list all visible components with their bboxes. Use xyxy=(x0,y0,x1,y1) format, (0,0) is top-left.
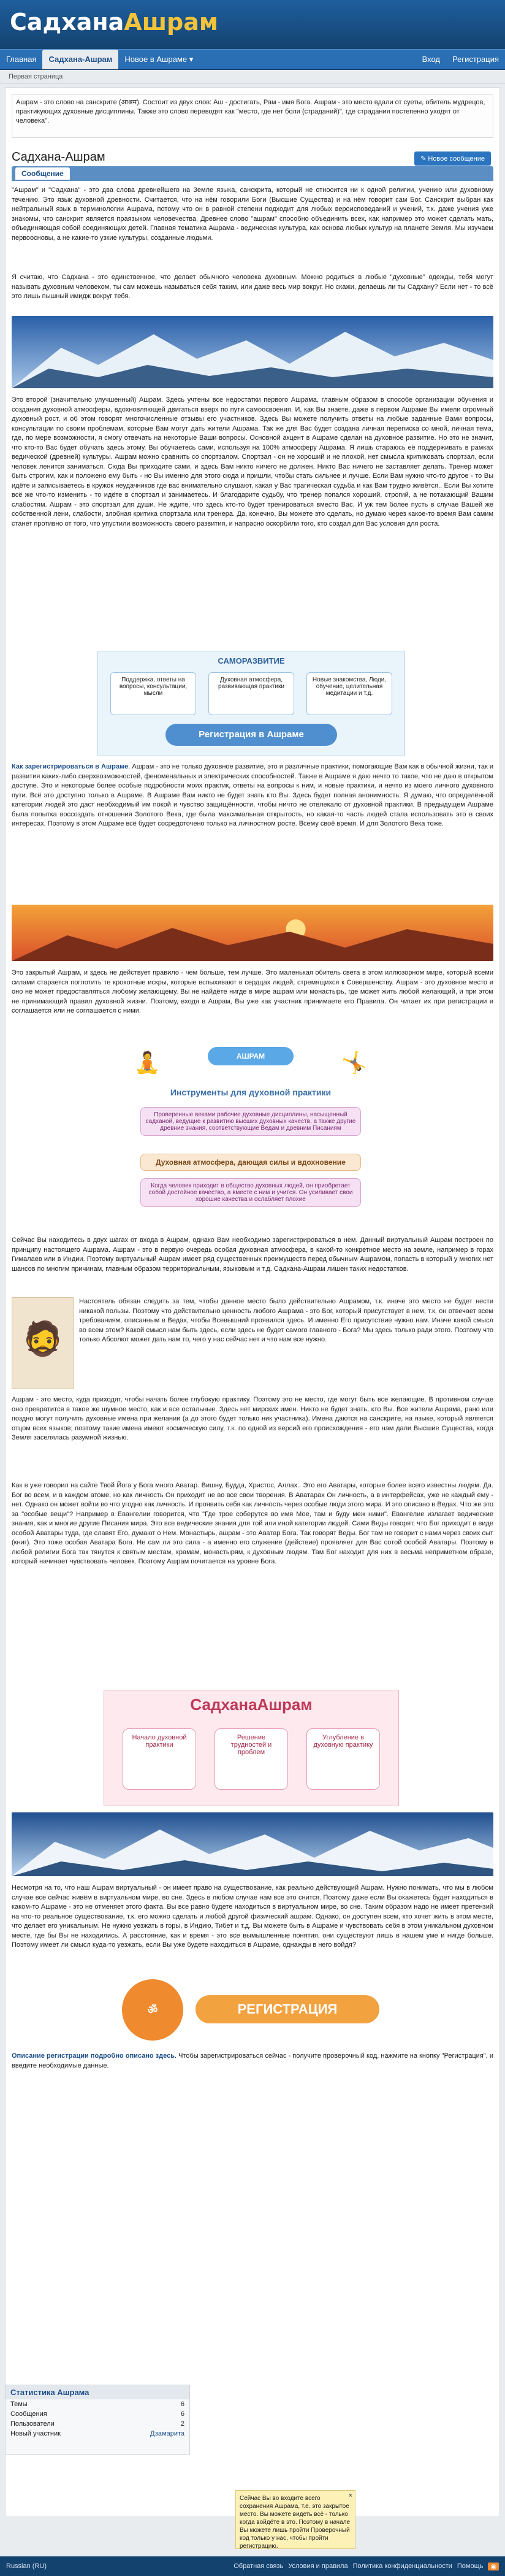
mountain-banner-top xyxy=(12,316,493,388)
tab-home[interactable]: Главная xyxy=(6,55,37,64)
tools-banner-line-2: Духовная атмосфера, дающая силы и вдохновение xyxy=(140,1154,361,1171)
sunset-banner xyxy=(12,905,493,961)
main-nav xyxy=(0,49,505,70)
para-6: Сейчас Вы находитесь в двух шагах от входа в Ашрам, однако Вам необходимо зарегистрироваться в нем. Данный виртуальный Ашрам построен по принципу настоящего Ашрама. Ашрам - это в первую очередь особая духовная атмосфера, в какой-то конкретное место на земле, например в горах Гималаев или в Индии. Поэтому виртуальный Ашрам имеет ряд существенных преимуществ перед обычным Ашрамом, попасть в который у многих нет шансов по многим причинам, главным образом территориальным, языковым и т.д. Садхана-Ашрам лишен таких недостатков. xyxy=(12,1236,493,1273)
footer-link-terms[interactable]: Условия и правила xyxy=(288,2563,348,2570)
new-message-label: Новое сообщение xyxy=(428,155,485,163)
para-10: Несмотря на то, что наш Ашрам виртуальный - он имеет право на существование, как реально действующий Ашрам. Нужно понимать, что мы в любом случае все сейчас живём в виртуальном мире, во сне. Здесь в любом случае нам все это снится. Поэтому даже если Вы окажетесь будет находиться в каком-то Ашраме - это не отменяет этого факта. Вы все равно будете находиться в виртуальном мире, во сне. Таким образом надо не имеет претензий на что-то реальное существование, т.к. его можно сделать и любой другой физический ашрам. Однако, он доступен всем, кто хочет жить в этом месте, что делает его уникальным. Не нужно уезжать в горы, в Индию, Тибет и т.д. Вы можете быть в Ашраме и чувствовать себя в этом уникальном духовном месте, где бы Вы не находились. А расстояние, как и время - это все вымышленные понятия, они существуют лишь в нашем уме и нигде больше. Поэтому имеет ли смысл куда-то уезжать, если Вы уже будете находиться в Ашраме, однажды в него войдя? xyxy=(12,1884,493,1949)
para-5: Это закрытый Ашрам, и здесь не действует правило - чем больше, тем лучше. Это маленькая обитель света в этом иллюзорном мире, который всеми силами старается поглотить те крохотные искры, которые вспыхивают в сердцах людей, стремящихся к Совершенству. Ашрам - это духовное место и оно не может предоставляться любому желающему. Вы не найдёте нигде в мире ашрам или монастырь, где может жить любой желающий, и при этом не принимающий правил духовной жизни. Поэтому, входя в Ашрам, Вы уже как участник принимаете его Правила. Он читает их при регистрации и соглашается или не соглашается с ними. xyxy=(12,969,493,1014)
sunset-illustration xyxy=(12,905,493,961)
logo-main: Садхана xyxy=(10,9,124,36)
stats-value: 6 xyxy=(180,2401,184,2408)
banner-reg-box-3: Новые знакомства, Люди, обучение, целительная медитации и т.д. xyxy=(306,672,392,715)
post-body xyxy=(12,186,493,2461)
footer-link-help[interactable]: Помощь xyxy=(457,2563,484,2570)
close-icon[interactable]: × xyxy=(348,2492,352,2499)
stats-title: Статистика Ашрама xyxy=(6,2385,189,2399)
choice-banner-title: СадханаАшрам xyxy=(190,1695,313,1714)
register-banner-title: РЕГИСТРАЦИЯ xyxy=(196,1995,379,2023)
choice-box-1: Начало духовной практики xyxy=(123,1728,196,1790)
stats-row xyxy=(6,2409,189,2419)
banner-reg-box-2: Духовная атмосфера, развивающая практики xyxy=(208,672,294,715)
footer-link-feedback[interactable]: Обратная связь xyxy=(234,2563,284,2570)
mountain-illustration-2 xyxy=(12,1812,493,1876)
stats-row xyxy=(6,2429,189,2439)
banner-reg-title: САМОРАЗВИТИЕ xyxy=(218,656,285,665)
notice-text: Сейчас Вы во входите всего сохранения Ашрама, т.е. это закрытое место. Вы можете видеть всё - только когда войдёте в это. Поэтому в начале Вы можете лишь пройти Проверочный код только у нас, чтобы пройти регистрацию. xyxy=(240,2495,351,2550)
reg-desc-wrap xyxy=(12,2052,493,2071)
page-title: Садхана-Ашрам xyxy=(12,150,105,164)
rss-icon[interactable]: ◉ xyxy=(488,2563,499,2570)
how-to-register-link[interactable]: Как зарегистрироваться в Ашраме xyxy=(12,763,129,770)
tools-banner-line-1: Проверенные веками рабочие духовные дисциплины, насыщенный садханой, ведущие к развитию высших духовных качеств, а также другие древние знания, соответствующие Ведам и древним Писаниям xyxy=(140,1107,361,1136)
site-logo[interactable] xyxy=(10,9,218,36)
yoga-figure-left-icon: 🧘 xyxy=(134,1051,161,1075)
login-link[interactable]: Вход xyxy=(422,55,440,64)
para-9: Как в уже говорил на сайте Твой Йога у Бога много Аватар. Вишну, Будда, Христос, Аллах.. Это его Аватары, которые более всего известны людям. Да. Бог во всем, и в каждом атоме, но как личность Он приходит не во все свои творения. В Аватарах Он личность, а в интерфейсах, уже не каждый ему - нет. Однако он может войти во что угодно как личность. И проявить себя как личность через особые люди этого мира. И это описано в Ведах. Что же это за "особые вещи"? Например в Евангелии говорится, что "Где трое соберутся во имя Мое, там и буду меж ними". Евангелие излагает ведические знания, как и многие другие Писания мира. Это все ведические знания для той или иной категории людей. Сами Веды говорят, что Бог приходит в виде особой Аватары туда, где славят Его, думают о Нем. Монастырь, ашрам - это Аватар Бога. Так говорят Веды. Бог там не говорит с нами через своих сыт (книг). Это тоже особая Аватара Бога. Не сам ли это сила - а именно его служение (действие) проявляет для Вас сотой особой Аватары. Поэтому в любой религии Бога так тянутся к святым местам, храмам, монастырям, к духовным людям. Там Бог находит для них в весьма неприметном образе, который начинает чувствовать человек. Поэтому Ашрам почитается на уровне Бога. xyxy=(12,1482,493,1565)
reg-desc-tail: . Чтобы зарегистрироваться сейчас - получите проверочный код, нажмите на кнопку "Регистрация", и введите необходимые данные. xyxy=(12,2052,493,2069)
tab-ashram[interactable]: Садхана-Ашрам xyxy=(42,50,118,69)
para-2: Я считаю, что Садхана - это единственное, что делает обычного человека духовным. Можно родиться в любые "духовные" одежды, тебя могут называть духовным человеком, ты сам можешь называться себя таким, или даже весь мир вокруг. Но скажи, делаешь ли ты Садхану? Если нет - то всё это лишь пышный имидж вокруг тебя. xyxy=(12,274,493,300)
stats-row xyxy=(6,2419,189,2429)
sage-image xyxy=(12,1297,74,1389)
intro-block: Ашрам - это слово на санскрите (आश्रम). Состоит из двух слов: Аш - достигать, Рам - имя Бога. Ашрам - это место вдали от суеты, обитель мудрецов, практикующих духовные дисциплины. Также это слово переводят как "место, где нет боли (страданий)", где страдания постепенно уходят от человека". xyxy=(12,94,493,138)
subtab-bar xyxy=(12,166,493,181)
notice-popup xyxy=(235,2490,355,2549)
new-message-button[interactable] xyxy=(414,151,491,166)
footer-link-privacy[interactable]: Политика конфиденциальности xyxy=(352,2563,452,2570)
ashram-om-logo: ॐ xyxy=(122,1979,183,2041)
stats-label: Пользователи xyxy=(10,2420,55,2428)
stats-label: Новый участник xyxy=(10,2430,61,2437)
register-banner[interactable] xyxy=(116,1977,385,2044)
registration-details-link[interactable]: Описание регистрации подробно описано здесь xyxy=(12,2052,175,2060)
para-8: Ашрам - это место, куда приходят, чтобы начать более глубокую практику. Поэтому это не место, где могут быть все желающие. В противном случае оно превратится в такое же шумное место, как и все остальные. Здесь нет мирских имен. Никто не будет знать, кто Вы. Все жители Ашрама, рано или поздно могут получить духовные имена при желании (а до этого будет только ник участника). Имена даются на санскрите, на языке, который является отцом всех языков; поэтому такие имена имеют космическую силу, т.к. по одной из версий его происхождения - его нам дали Высшие Существа, когда Земля заселялась разумной жизнью. xyxy=(12,1396,493,1441)
yoga-figure-right-icon: 🤸 xyxy=(341,1051,367,1075)
tools-banner xyxy=(122,1045,379,1229)
para-4-wrap xyxy=(12,762,493,829)
choice-banner xyxy=(104,1690,399,1806)
breadcrumb[interactable]: Первая страница xyxy=(0,70,505,84)
stats-value: 6 xyxy=(180,2410,184,2418)
registration-banner[interactable] xyxy=(97,651,405,756)
tab-new[interactable]: Новое в Ашраме ▾ xyxy=(124,55,194,64)
stats-panel xyxy=(5,2385,190,2455)
choice-box-3: Углубление в духовную практику xyxy=(306,1728,380,1790)
tools-banner-title: АШРАМ xyxy=(208,1047,294,1065)
tools-banner-line-3: Когда человек приходит в общество духовных людей, он приобретает собой достойное качество, а вместе с ним и учится. Он усиливает свои хорошие качества и ослабляет плохие xyxy=(140,1178,361,1207)
para-7: Настоятель обязан следить за тем, чтобы данное место было действительно Ашрамом, т.к. иначе это место не будет нести никакой пользы. Поэтому что действительно ценность любого Ашрама - это Бог, который присутствует в нем, т.к. он отвечает всем требованиям, описанным в Ведах, чтобы Всевышний проявился здесь. И именно Его присутствие нужно нам. Иначе какой смысл во всем этом? Какой смысл нам быть здесь, если здесь не будет самого главного - Бога? Мы здесь только ради этого. Поэтому что только Абсолют может дать нам то, чего у нас сейчас нет и что нам все нужно. xyxy=(79,1298,493,1343)
tab-message[interactable]: Сообщение xyxy=(15,167,70,180)
mountain-illustration xyxy=(12,316,493,388)
footer-links xyxy=(234,2563,499,2570)
para-4: . Ашрам - это не только духовное развитие, это и различные практики, помогающие Вам как в обычной жизни, так и развития каких-либо сверхвозможностей, феноменальных и электрических способностей. Также в Ашраме я даю нечто то такое, что не даю в открытом доступе. Это и некоторые более особые подробности моих практик, ответы на вопросы к ним, и новые практики, и нечто из моего личного духовного пути. Всё это доступно только в Ашраме. В Ашраме Вам никто не будет знать кто Вы. Здесь будет полная анонимность. Я думаю, что определённой категории людей это даст необходимый им покой и чувство защищённости, чтобы ничто не отвлекало от духовной практики. В предыдущем Ашраме была попытка воссоздать отношения Золотого Века, где была максимальная открытость, но какая-то часть людей стала использовать это в своих интересах. Поэтому в этом Ашраме всё будет сосредоточено только на личностном росте. Всему своё время. И для Золотого Века тоже. xyxy=(12,763,494,827)
site-header xyxy=(0,0,505,49)
site-footer xyxy=(0,2556,505,2576)
newest-member-link[interactable]: Дзамарита xyxy=(150,2430,184,2437)
para-1: "Ашрам" и "Садхана" - это два слова древнейшего на Земле языка, санскрита, который не относится ни к одной религии, учению или духовному течению. Это язык духовной древности. Считается, что на нём говорили Боги (Высшие Существа) и на нём говорит сам Бог. Санскрит выбран как нейтральный язык в терминологии Ашрама, потому что он в равной степени подходит для любых вероисповеданий и учений, т.к. даже учения уже знакомы, что санскрит является праязыком человечества. Древнее слово "ашрам" способно объединить всех, как например это может сделать мать, объединяющая собой соединяющих детей. Главная тематика Ашрама - ведическая культура, как основа любых культур на планете Земля. Мы изучаем первоосновы, а не какие-то узкие культуры, созданные людьми. xyxy=(12,186,493,242)
banner-reg-button[interactable]: Регистрация в Ашраме xyxy=(165,724,337,746)
stats-value: 2 xyxy=(180,2420,184,2428)
pencil-icon: ✎ xyxy=(420,155,428,163)
stats-label: Темы xyxy=(10,2401,28,2408)
stats-label: Сообщения xyxy=(10,2410,47,2418)
sage-figure-icon: 🧔 xyxy=(22,1321,64,1357)
logo-accent: Ашрам xyxy=(124,9,218,36)
language-selector[interactable]: Russian (RU) xyxy=(6,2563,47,2570)
mountain-banner-bottom xyxy=(12,1812,493,1876)
register-link[interactable]: Регистрация xyxy=(452,55,499,64)
banner-reg-box-1: Поддержка, ответы на вопросы, консультации, мысли xyxy=(110,672,196,715)
tools-banner-subtitle: Инструменты для духовной практики xyxy=(170,1087,332,1097)
para-3: Это второй (значительно улучшенный) Ашрам. Здесь учтены все недостатки первого Ашрама, главным образом в способе организации обучения и создания духовной атмосферы, вдохновляющей двигаться вверх по пути самоосвоения. И, как Вы знаете, даже в первом Ашраме Вы имели огромный духовный рост, и об этом говорят многочисленные отзывы его участников. Здесь Вы можете получить ответы на любые заданные Вами вопросы, консультации по своим проблемам, которые Вам могут дать жители Ашрама. Так же для Вас будет создана личная переписка со мной, личная тема, где, по мере возможности, я смогу отвечать на некоторые Ваши вопросы. Основной акцент в Ашраме сделан на духовное развитие. Но это не значит, что кто-то Вас будет обучать здесь этому. Вы обучаетесь сами, используя на 100% атмосферу Ашрама. Я лишь стараюсь её поддерживать в рамках ведической (древней) культуры. Ашрам можно сравнить со спортзалом. Спортзал - он не хороший и не плохой, нет смысла критиковать спортзал, если человек ленится заниматься. Сюда Вы приходите сами, и здесь Вам никто ничего не должен. Никто Вас ничего не заставляет делать. Тренер может быть строгим, как и положено ему быть - но Вы именно для этого сюда и пришли, чтобы стать сильнее и лучше. Если Вам нужно что-то другое - то Вы идёте и записываетесь в кружок неудачников где вас внимательно слушают, какая у Вас трагическая судьба и как Вам трудно живётся.. Если Вы хотите всё же что-то изменить - то идёте в спортзал и занимаетесь. И благодарите судьбу, что тренер попался хороший, строгий, а не потакающий Вашим слабостям. Ашрам - это спортзал для души. Не ждите, что здесь кто-то будет тренироваться вместо Вас. И уж тем более пусть в случае Вашей же собственной лени, слабости, злобная критика спортзала или тренера. Да, конечно, Вы можете это сделать, но думаю через какое-то время Вам самим станет противно от того, что упустили возможность своего развития, и напрасно оскорбили того, кто создал для Вас условия для роста. xyxy=(12,396,493,527)
choice-box-2: Решение трудностей и проблем xyxy=(215,1728,288,1790)
main-content xyxy=(5,87,500,2517)
stats-row xyxy=(6,2399,189,2409)
